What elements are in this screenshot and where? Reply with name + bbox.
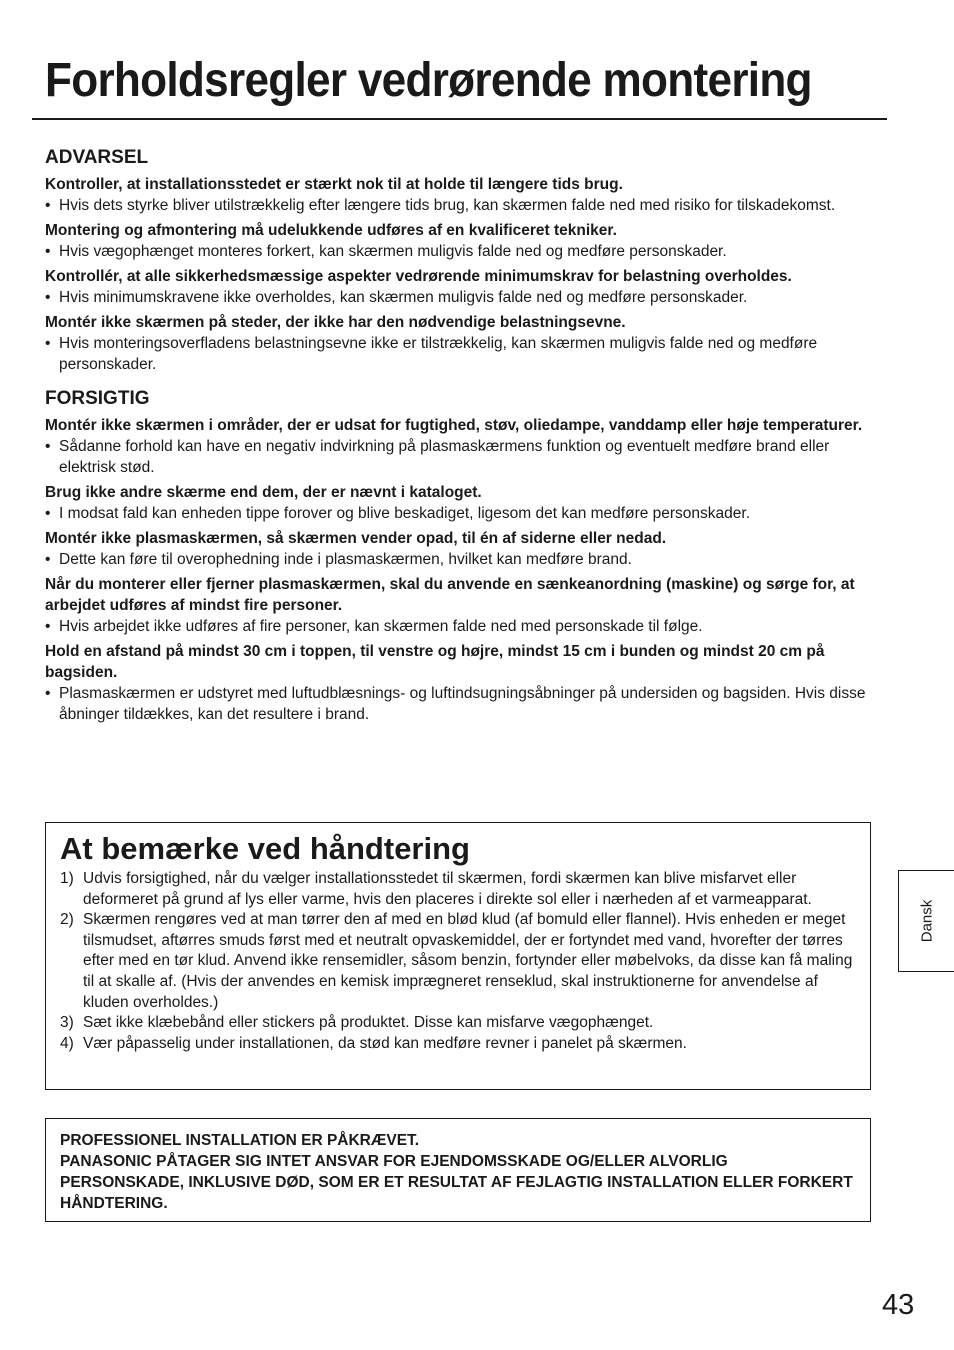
caution-heading: FORSIGTIG bbox=[45, 388, 150, 409]
page-number: 43 bbox=[882, 1289, 915, 1321]
bullet-dot: • bbox=[45, 505, 51, 522]
rule-title: Montér ikke skærmen på steder, der ikke har den nødvendige belastningsevne. bbox=[45, 314, 626, 331]
item-number: 4) bbox=[60, 1034, 74, 1052]
item-number: 1) bbox=[60, 870, 74, 887]
item-number: 3) bbox=[60, 1014, 74, 1032]
rule-title: Brug ikke andre skærme end dem, der er nævnt i kataloget. bbox=[45, 484, 482, 501]
bullet-item bbox=[45, 241, 870, 262]
notice-line: PROFESSIONEL INSTALLATION ER PÅKRÆVET. bbox=[60, 1132, 420, 1149]
bullet-dot: • bbox=[45, 551, 51, 568]
bullet-item bbox=[45, 549, 870, 570]
bullet-item bbox=[45, 616, 870, 637]
page-title: Forholdsregler vedrørende montering bbox=[45, 54, 812, 107]
bullet-text: Hvis minimumskravene ikke overholdes, kan skærmen muligvis falde ned og medføre personskader. bbox=[59, 289, 748, 306]
rule-title: Hold en afstand på mindst 30 cm i toppen, til venstre og højre, mindst 15 cm i bunden og mindst 20 cm på bagsiden. bbox=[45, 643, 825, 681]
numbered-item bbox=[60, 869, 856, 910]
bullet-text: Dette kan føre til overophedning inde i plasmaskærmen, hvilket kan medføre brand. bbox=[59, 551, 632, 568]
rule-title: Kontrollér, at alle sikkerhedsmæssige aspekter vedrørende minimumskrav for belastning overholdes. bbox=[45, 268, 792, 285]
rule-title: Montér ikke skærmen i områder, der er udsat for fugtighed, støv, oliedampe, vanddamp eller høje temperaturer. bbox=[45, 417, 863, 434]
language-tab bbox=[898, 870, 954, 972]
bullet-dot: • bbox=[45, 335, 51, 352]
bullet-item bbox=[45, 195, 870, 216]
item-text: Skærmen rengøres ved at man tørrer den af med en blød klud (af bomuld eller flannel). Hvis enheden er meget tilsmudset, aftørres smuds først med et neutralt opvaskemiddel, der er fortyndet med vand, hvorefter der tørres efter med en tør klud. Anvend ikke rensemidler, såsom benzin, fortynder eller møbelvoks, da disse kan få maling til at skalle af. (Hvis der anvendes en kemisk imprægneret renseklud, skal instruktionerne for anvendelse af kluden overholdes.) bbox=[83, 911, 853, 1011]
bullet-item bbox=[45, 333, 870, 375]
handling-box bbox=[45, 822, 871, 1090]
bullet-item bbox=[45, 287, 870, 308]
bullet-item bbox=[45, 436, 870, 478]
item-text: Sæt ikke klæbebånd eller stickers på produktet. Disse kan misfarve vægophænget. bbox=[83, 1014, 654, 1032]
bullet-dot: • bbox=[45, 618, 51, 635]
bullet-item bbox=[45, 503, 870, 524]
language-tab-label: Dansk bbox=[918, 899, 935, 943]
installation-notice-box bbox=[45, 1118, 871, 1222]
main-content bbox=[45, 146, 870, 737]
bullet-text: Hvis arbejdet ikke udføres af fire personer, kan skærmen falde ned med personskade til følge. bbox=[59, 618, 703, 635]
bullet-dot: • bbox=[45, 685, 51, 702]
item-text: Vær påpasselig under installationen, da stød kan medføre revner i panelet på skærmen. bbox=[83, 1034, 687, 1052]
handling-title: At bemærke ved håndtering bbox=[60, 831, 470, 866]
item-text: Udvis forsigtighed, når du vælger installationsstedet til skærmen, fordi skærmen kan blive misfarvet eller deformeret på grund af lys eller varme, hvis den placeres i direkte sol eller i nærheden af et varmeapparat. bbox=[83, 870, 812, 908]
bullet-dot: • bbox=[45, 197, 51, 214]
item-number: 2) bbox=[60, 911, 74, 929]
bullet-item bbox=[45, 683, 870, 725]
rule-title: Kontroller, at installationsstedet er stærkt nok til at holde til længere tids brug. bbox=[45, 176, 623, 193]
bullet-text: Sådanne forhold kan have en negativ indvirkning på plasmaskærmens funktion og eventuelt medføre brand eller elektrisk stød. bbox=[59, 438, 830, 476]
title-divider bbox=[32, 118, 887, 120]
warning-heading: ADVARSEL bbox=[45, 147, 149, 168]
warning-section bbox=[45, 146, 870, 375]
rule-title: Montér ikke plasmaskærmen, så skærmen vender opad, til én af siderne eller nedad. bbox=[45, 530, 667, 547]
numbered-item bbox=[60, 1013, 856, 1034]
bullet-dot: • bbox=[45, 289, 51, 306]
bullet-text: Hvis dets styrke bliver utilstrækkelig efter længere tids brug, kan skærmen falde ned med risiko for tilskadekomst. bbox=[59, 197, 836, 214]
rule-title: Montering og afmontering må udelukkende udføres af en kvalificeret tekniker. bbox=[45, 222, 617, 239]
bullet-text: Plasmaskærmen er udstyret med luftudblæsnings- og luftindsugningsåbninger på undersiden og bagsiden. Hvis disse åbninger tildækkes, kan det resultere i brand. bbox=[59, 685, 866, 723]
bullet-dot: • bbox=[45, 243, 51, 260]
bullet-text: I modsat fald kan enheden tippe forover og blive beskadiget, ligesom det kan medføre personskader. bbox=[59, 505, 751, 522]
notice-line: PANASONIC PÅTAGER SIG INTET ANSVAR FOR EJENDOMSSKADE OG/ELLER ALVORLIG PERSONSKADE, INKLUSIVE DØD, SOM ER ET RESULTAT AF FEJLAGTIG INSTALLATION ELLER FORKERT HÅNDTERING. bbox=[60, 1153, 853, 1212]
caution-section bbox=[45, 387, 870, 725]
bullet-text: Hvis vægophænget monteres forkert, kan skærmen muligvis falde ned og medføre personskader. bbox=[59, 243, 727, 260]
numbered-item bbox=[60, 910, 856, 1013]
numbered-item bbox=[60, 1034, 856, 1055]
bullet-dot: • bbox=[45, 438, 51, 455]
rule-title: Når du monterer eller fjerner plasmaskærmen, skal du anvende en sænkeanordning (maskine) og sørge for, at arbejdet udføres af mindst fire personer. bbox=[45, 576, 855, 614]
bullet-text: Hvis monteringsoverfladens belastningsevne ikke er tilstrækkelig, kan skærmen muligvis falde ned og medføre personskader. bbox=[59, 335, 818, 373]
